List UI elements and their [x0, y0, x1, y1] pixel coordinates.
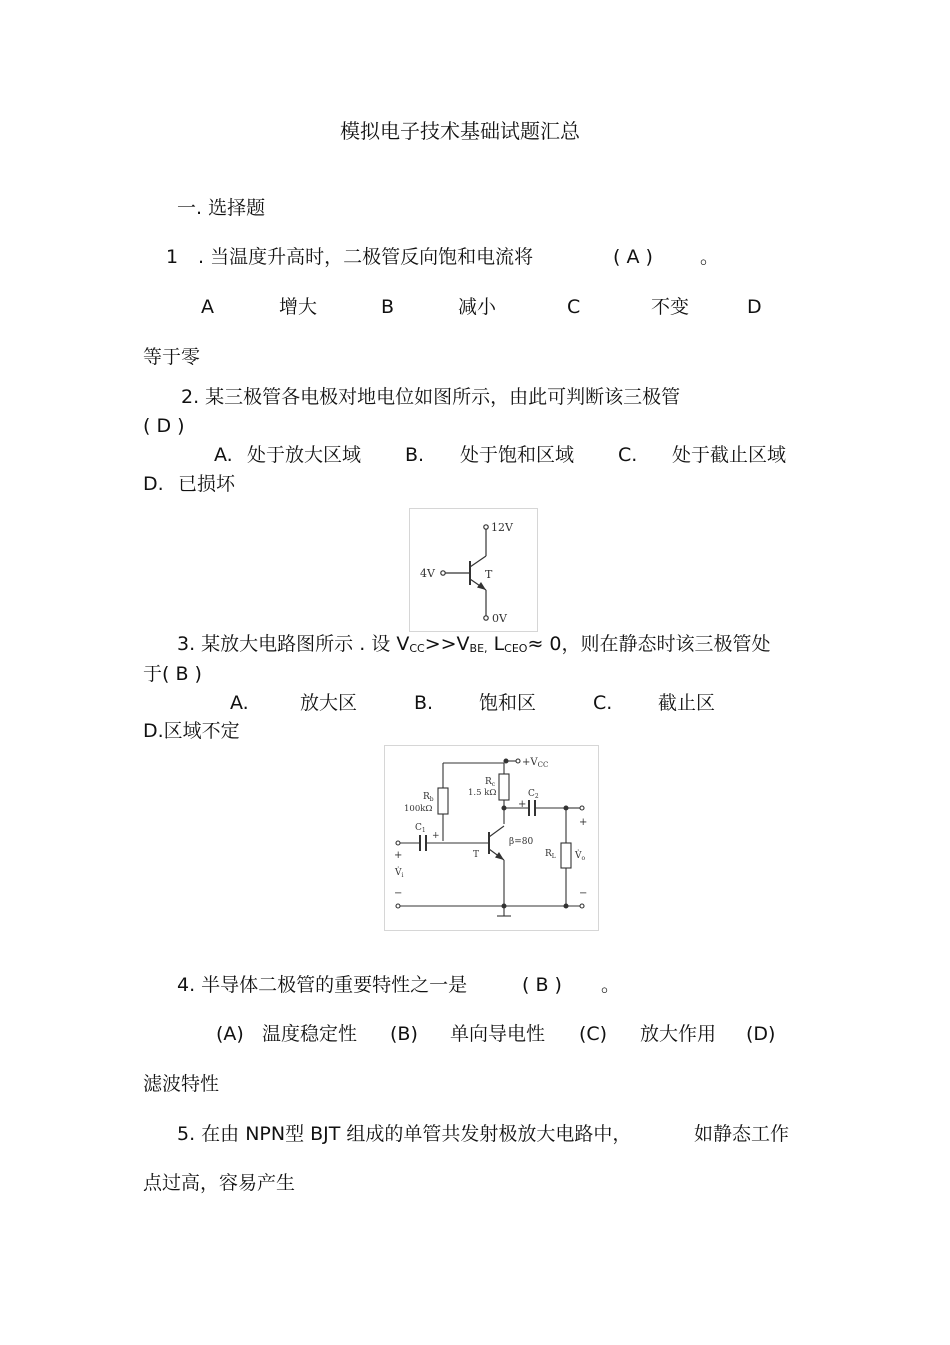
q2-stem: 2. 某三极管各电极对地电位如图所示，由此可判断该三极管: [181, 386, 681, 408]
q3-sub-be: BE,: [469, 642, 488, 655]
q3-option-c-text: 截止区: [658, 692, 716, 714]
input-plus: +: [394, 850, 403, 861]
rb-value: 100kΩ: [404, 804, 433, 814]
q5-line1b: 如静态工作: [694, 1123, 790, 1145]
beta-label: β=80: [509, 837, 534, 847]
q2-option-a-text: 处于放大区域: [247, 444, 362, 466]
output-plus: +: [579, 817, 588, 828]
output-ground-terminal: [580, 904, 584, 908]
q3-stem-tail: ≈ 0，则在静态时该三极管处: [527, 633, 771, 655]
q2-option-d-letter: D.: [143, 473, 164, 495]
input-minus: −: [394, 888, 403, 899]
q1-option-a-letter: A: [201, 296, 214, 318]
q2-answer: ( D ): [143, 415, 185, 437]
q3-option-c-letter: C.: [593, 692, 613, 714]
q3-stem: [177, 635, 771, 654]
q1-end: 。: [700, 246, 720, 268]
amplifier-circuit-figure: [384, 745, 599, 931]
emitter-terminal: [484, 616, 488, 620]
page-title: 模拟电子技术基础试题汇总: [340, 119, 580, 143]
q1-option-b-text: 减小: [458, 296, 497, 318]
transistor-potential-figure: [409, 508, 538, 632]
q3-option-a-text: 放大区: [300, 692, 358, 714]
q3-option-a-letter: A.: [230, 692, 249, 714]
input-terminal: [396, 841, 400, 845]
transistor-label: T: [485, 568, 493, 581]
q4-option-b-letter: (B): [390, 1023, 418, 1045]
q1-option-c-text: 不变: [651, 296, 690, 318]
q1-option-d-letter: D: [747, 296, 762, 318]
vcc-terminal: [516, 759, 520, 763]
emitter-voltage-label: 0V: [492, 612, 507, 625]
q3-stem-mid: >>V: [424, 633, 470, 655]
q2-option-c-letter: C.: [618, 444, 638, 466]
c1-label: $C_1$: [415, 823, 426, 834]
q4-end: 。: [601, 974, 621, 996]
transistor-label: T: [473, 850, 480, 860]
resistor-rl: [561, 843, 571, 868]
q1-option-d-text: 等于零: [143, 346, 201, 368]
q2-option-c-text: 处于截止区域: [672, 444, 787, 466]
rc-label: $R_c$: [485, 777, 496, 788]
output-terminal: [580, 806, 584, 810]
collector-terminal: [484, 525, 488, 529]
q2-option-b-text: 处于饱和区域: [460, 444, 575, 466]
rb-label: $R_b$: [423, 792, 434, 803]
q1-answer: ( A ): [613, 246, 653, 268]
q1-number: 1: [166, 246, 179, 268]
q2-option-a-letter: A.: [214, 444, 233, 466]
q2-option-d-text: 已损坏: [178, 473, 236, 495]
q3-stem-mid2: L: [487, 633, 505, 655]
output-minus: −: [579, 888, 588, 899]
q4-option-c-text: 放大作用: [640, 1023, 717, 1045]
q2-option-b-letter: B.: [405, 444, 425, 466]
q4-option-c-letter: (C): [579, 1023, 608, 1045]
q3-stem-part-a: 3. 某放大电路图所示 . 设 V: [177, 633, 410, 655]
resistor-rb: [438, 788, 448, 814]
q4-option-b-text: 单向导电性: [450, 1023, 546, 1045]
collector-voltage-label: 12V: [491, 521, 513, 534]
q3-option-b-text: 饱和区: [479, 692, 537, 714]
q1-option-b-letter: B: [381, 296, 395, 318]
q5-line2: 点过高，容易产生: [143, 1172, 296, 1194]
q4-answer: ( B ): [522, 974, 562, 996]
q4-stem: 4. 半导体二极管的重要特性之一是: [177, 974, 468, 996]
c2-plus: +: [518, 799, 527, 810]
resistor-rc: [499, 774, 509, 800]
q3-option-d-text: 区域不定: [163, 720, 240, 742]
amplifier-circuit-diagram: [385, 746, 598, 930]
c2-label: $C_2$: [528, 789, 539, 800]
section-heading: 一. 选择题: [177, 197, 266, 219]
q3-answer-line: 于( B ): [143, 663, 202, 685]
q4-option-a-text: 温度稳定性: [262, 1023, 358, 1045]
vcc-label: $+V_{CC}$: [522, 757, 549, 769]
vo-label: $V̇_o$: [575, 851, 586, 862]
q3-sub-ceo: CEO: [504, 642, 528, 655]
transistor-diagram: [410, 509, 537, 631]
q5-line1a: 5. 在由 NPN型 BJT 组成的单管共发射极放大电路中，: [177, 1123, 632, 1145]
base-terminal: [441, 571, 445, 575]
base-voltage-label: 4V: [420, 567, 435, 580]
q3-option-d-letter: D.: [143, 720, 164, 742]
rl-label: $R_L$: [545, 849, 556, 860]
q4-option-d-letter: (D): [746, 1023, 776, 1045]
emitter-arrow: [495, 852, 504, 860]
q3-sub-cc: CC: [409, 642, 425, 655]
input-ground-terminal: [396, 904, 400, 908]
q3-option-b-letter: B.: [414, 692, 434, 714]
q1-option-c-letter: C: [567, 296, 581, 318]
c1-plus: +: [432, 831, 440, 841]
q1-stem: . 当温度升高时，二极管反向饱和电流将: [198, 246, 534, 268]
q1-option-a-text: 增大: [279, 296, 318, 318]
q3-option-d: [143, 722, 240, 741]
q4-option-a-letter: (A): [216, 1023, 244, 1045]
vi-label: $V̇_i$: [395, 868, 404, 879]
q4-option-d-text: 滤波特性: [143, 1073, 220, 1095]
emitter-arrow: [477, 582, 486, 590]
rc-value: 1.5 kΩ: [468, 788, 497, 798]
